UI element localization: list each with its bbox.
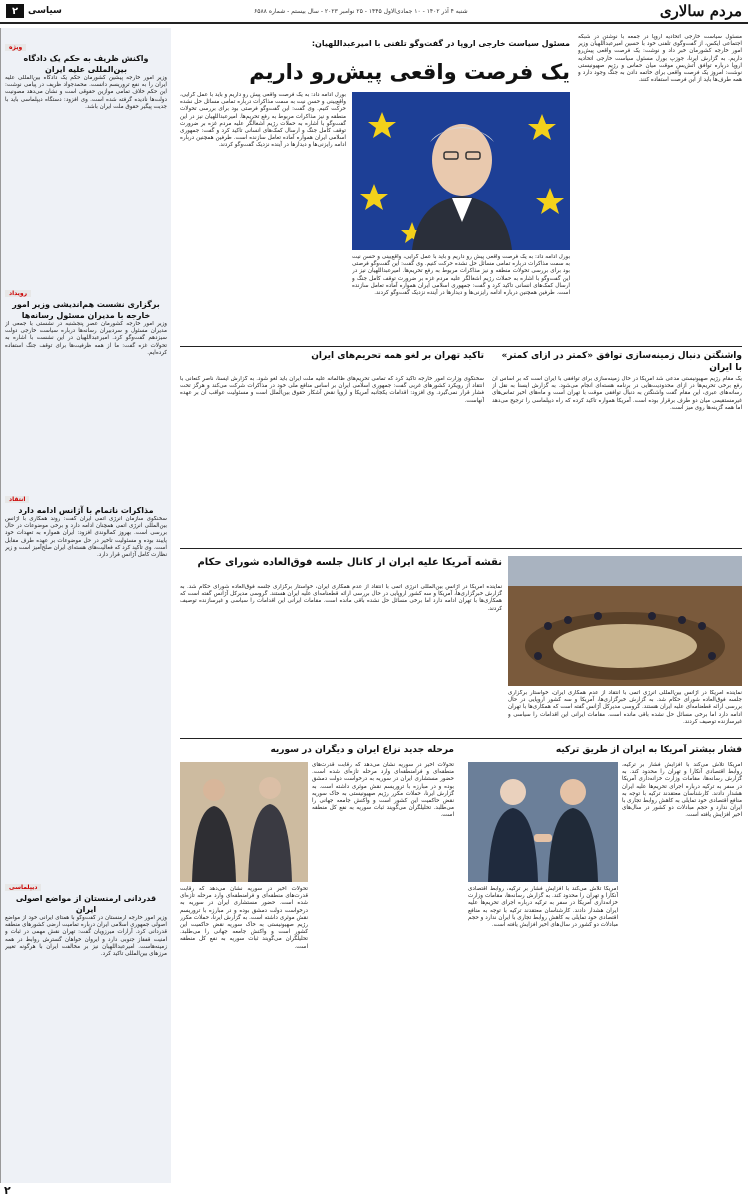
item-body: سخنگوی سازمان انرژی اتمی ایران گفت: روند همکاری با آژانس بین‌المللی انرژی اتمی همچنان ادامه دارد و برخی موضوعات در حال بررسی است. بهروز کمالوندی افزود: ایران همواره به تعهدات خود پایبند بوده و مسئولیت تاخیر در حل موضوعات بر عهده طرف مقابل است. وی تاکید کرد که فعالیت‌های هسته‌ای ایران صلح‌آمیز است و زیر نظارت کامل آژانس قرار دارد.	[5, 516, 167, 559]
item-tag: انتقاد	[5, 496, 29, 503]
item-body: وزیر امور خارجه ارمنستان در گفت‌وگو با همتای ایرانی خود از مواضع اصولی جمهوری اسلامی ایران درباره تمامیت ارضی کشورهای منطقه قدردانی کرد. آرارات میرزویان گفت: تهران نقش مهمی در ثبات و امنیت قفقاز جنوبی دارد و ایروان خواهان گسترش روابط در همه زمینه‌هاست. امیرعبداللهیان نیز بر مخالفت ایران با هرگونه تغییر مرزهای بین‌المللی تاکید کرد.	[5, 915, 167, 958]
news-sidebar	[0, 28, 171, 1183]
lead-kicker: مسئول سیاست خارجی اروپا در گفت‌و‌گو تلفنی با امیرعبداللهیان:	[311, 39, 570, 48]
section-label	[6, 4, 62, 18]
story-body-cont: تحولات اخیر در سوریه نشان می‌دهد که رقابت قدرت‌های منطقه‌ای و فرامنطقه‌ای وارد مرحله تازه‌ای شده است. حضور مستشاری ایران در سوریه به درخواست دولت دمشق بوده و در مبارزه با تروریسم نقش موثری داشته است. به گزارش ایرنا، حملات مکرر رژیم صهیونیستی به خاک سوریه نقض حاکمیت این کشور است و واکنش جامعه جهانی را می‌طلبد. تحلیلگران می‌گویند ثبات سوریه به نفع کل منطقه است.	[180, 886, 308, 950]
item-tag: رویداد	[5, 290, 31, 297]
section-name: سیاسی	[28, 6, 62, 16]
newspaper-name: مردم سالاری	[659, 2, 742, 20]
story-body: تحولات اخیر در سوریه نشان می‌دهد که رقابت قدرت‌های منطقه‌ای و فرامنطقه‌ای وارد مرحله تازه‌ای شده است. حضور مستشاری ایران در سوریه به درخواست دولت دمشق بوده و در مبارزه با تروریسم نقش موثری داشته است. به گزارش ایرنا، حملات مکرر رژیم صهیونیستی به خاک سوریه نقض حاکمیت این کشور است و واکنش جامعه جهانی را می‌طلبد. تحلیلگران می‌گویند ثبات سوریه به نفع کل منطقه است.	[312, 762, 454, 819]
item-tag: دیپلماسی	[5, 884, 41, 891]
divider	[180, 738, 742, 739]
item-tag: ویژه	[5, 44, 26, 51]
leaders-photo	[468, 762, 618, 882]
item-title: برگزاری نشست هم‌اندیشی وزیر امور خارجه با مدیران مسئول رسانه‌ها	[12, 300, 160, 320]
story-body: یک مقام رژیم صهیونیستی مدعی شد آمریکا در حال زمینه‌سازی برای توافقی با ایران است که بر اساس آن رفع برخی تحریم‌ها در ازای محدودیت‌هایی در برنامه هسته‌ای انجام می‌شود. به گزارش ایسنا به نقل از رسانه‌های عبری، این مقام گفت واشنگتن به دنبال توافقی موقت با تهران است و ماه‌های اخیر تماس‌های غیرمستقیمی میان دو طرف برقرار بوده است. آمریکا همواره تاکید کرده که راه دیپلماسی را ترجیح می‌دهد اما همه گزینه‌ها روی میز است.	[492, 376, 742, 411]
lead-body-cont: بورل ادامه داد: به یک فرصت واقعی پیش رو داریم و باید با عمل گرایی، واقع‌بینی و حسن نیت به سمت مذاکرات درباره تمامی مسائل حل نشده حرکت کنیم. وی گفت: این گفت‌وگو فرصتی بود برای بررسی تحولات منطقه و نیز مذاکرات مربوط به رفع تحریم‌ها. امیرعبداللهیان نیز در این گفت‌وگو با اشاره به حملات رژیم اشغالگر علیه مردم غزه بر ضرورت توقف کامل جنگ و ارسال کمک‌های انسانی تاکید کرد و گفت: جمهوری اسلامی ایران همواره آماده تعامل سازنده است. طرفین همچنین درباره ادامه رایزنی‌ها و دیدارها در آینده نزدیک گفت‌وگو کردند.	[352, 254, 570, 297]
sidebar-item	[5, 34, 167, 274]
page-number: ۲	[6, 4, 24, 18]
story-title: نقشه آمریکا علیه ایران از کانال جلسه فوق‌العاده شورای حکام	[197, 557, 502, 568]
eu-flag-portrait-image	[352, 92, 570, 250]
story-body: سخنگوی وزارت امور خارجه تاکید کرد که تمامی تحریم‌های ظالمانه علیه ملت ایران باید لغو شود. به گزارش ایسنا، ناصر کنعانی با انتقاد از رویکرد کشورهای غربی گفت: جمهوری اسلامی ایران بر اساس منافع ملی خود در مذاکرات شرکت می‌کند و هرگز تحت فشار قرار نمی‌گیرد. وی افزود: اقدامات یکجانبه آمریکا و اروپا نقض آشکار حقوق بین‌الملل است و مسئولیت عواقب آن بر عهده آنهاست.	[180, 376, 484, 404]
footer-page-number: ۲	[4, 1184, 11, 1197]
divider	[180, 548, 742, 549]
item-title: واکنش ظریف به حکم یک دادگاه بین‌المللی علیه ایران	[23, 54, 149, 74]
masthead	[0, 0, 748, 24]
item-title: قدردانی ارمنستان از مواضع اصولی ایران	[15, 894, 157, 914]
sidebar-item	[5, 486, 167, 866]
sidebar-item	[5, 874, 167, 1174]
item-title: مذاکرات ناتمام با آژانس ادامه دارد	[18, 506, 154, 515]
divider	[180, 346, 742, 347]
story-body-cont: آمریکا تلاش می‌کند با افزایش فشار بر ترکیه، روابط اقتصادی آنکارا و تهران را محدود کند. به گزارش رسانه‌ها، مقامات وزارت خزانه‌داری آمریکا در سفر به ترکیه درباره اجرای تحریم‌ها علیه ایران هشدار دادند. کارشناسان معتقدند ترکیه با توجه به منافع اقتصادی خود تمایلی به کاهش روابط تجاری با ایران ندارد و حجم مبادلات دو کشور در سال‌های اخیر افزایش یافته است.	[468, 886, 618, 929]
handshake-image	[468, 762, 618, 882]
story-title: مرحله جدید نزاع ایران و دیگران در سوریه	[270, 745, 454, 755]
story-title: واشنگتن دنبال زمینه‌سازی توافق «کمتر در ازای کمتر» با ایران	[501, 351, 742, 373]
conference-hall-image	[508, 556, 742, 686]
sidebar-item	[5, 280, 167, 480]
officials-photo	[180, 762, 308, 882]
officials-image	[180, 762, 308, 882]
lead-body: بورل ادامه داد: به یک فرصت واقعی پیش رو داریم و باید با عمل گرایی، واقع‌بینی و حسن نیت به سمت مذاکرات درباره تمامی مسائل حل نشده حرکت کنیم. وی گفت: این گفت‌وگو فرصتی بود برای بررسی تحولات منطقه و نیز مذاکرات مربوط به رفع تحریم‌ها. امیرعبداللهیان نیز در این گفت‌وگو با اشاره به حملات رژیم اشغالگر علیه مردم غزه بر ضرورت توقف کامل جنگ و ارسال کمک‌های انسانی تاکید کرد و گفت: جمهوری اسلامی ایران همواره آماده تعامل سازنده است. طرفین همچنین درباره ادامه رایزنی‌ها و دیدارها در آینده نزدیک گفت‌وگو کردند.	[180, 92, 346, 149]
story-title: فشار بیشتر آمریکا به ایران از طریق ترکیه	[555, 745, 742, 755]
item-body: وزیر امور خارجه کشورمان عصر پنجشنبه در نشستی با جمعی از مدیران مسئول و سردبیران رسانه‌ها درباره سیاست خارجی دولت سیزدهم گفت‌وگو کرد. امیرعبداللهیان در این نشست با اشاره به تحولات غزه گفت: ما از همه ظرفیت‌ها برای توقف جنگ استفاده کرده‌ایم.	[5, 321, 167, 356]
story-title: تاکید تهران بر لغو همه تحریم‌های ایران	[311, 351, 484, 361]
lead-photo	[352, 92, 570, 250]
story-body: نماینده آمریکا در آژانس بین‌المللی انرژی اتمی با انتقاد از عدم همکاری ایران، خواستار برگزاری جلسه فوق‌العاده شورای حکام شد. به گزارش خبرگزاری‌ها، آمریکا و سه کشور اروپایی در حال بررسی ارائه قطعنامه‌ای علیه ایران هستند. گروسی مدیرکل آژانس گفته است که همکاری‌ها با تهران ادامه دارد اما برخی مسائل حل نشده باقی مانده است. مقامات ایرانی این اقدامات را سیاسی و غیرسازنده توصیف کردند.	[180, 584, 502, 612]
lead-title: یک فرصت واقعی پیش‌رو داریم	[249, 60, 570, 84]
meeting-photo	[508, 556, 742, 686]
story-body: آمریکا تلاش می‌کند با افزایش فشار بر ترکیه، روابط اقتصادی آنکارا و تهران را محدود کند. به گزارش رسانه‌ها، مقامات وزارت خزانه‌داری آمریکا در سفر به ترکیه درباره اجرای تحریم‌ها علیه ایران هشدار دادند. کارشناسان معتقدند ترکیه با توجه به منافع اقتصادی خود تمایلی به کاهش روابط تجاری با ایران ندارد و حجم مبادلات دو کشور در سال‌های اخیر افزایش یافته است.	[622, 762, 742, 819]
story-body-cont: نماینده آمریکا در آژانس بین‌المللی انرژی اتمی با انتقاد از عدم همکاری ایران، خواستار برگزاری جلسه فوق‌العاده شورای حکام شد. به گزارش خبرگزاری‌ها، آمریکا و سه کشور اروپایی در حال بررسی ارائه قطعنامه‌ای علیه ایران هستند. گروسی مدیرکل آژانس گفته است که همکاری‌ها با تهران ادامه دارد اما برخی مسائل حل نشده باقی مانده است. مقامات ایرانی این اقدامات را سیاسی و غیرسازنده توصیف کردند.	[508, 690, 742, 725]
lead-intro: مسئول سیاست خارجی اتحادیه اروپا در جمعه با نوشتن در شبکه اجتماعی ایکس، از گفت‌وگوی تلفنی خود با حسین امیرعبداللهیان وزیر امور خارجه کشورمان خبر داد و نوشت: یک فرصت واقعی پیش‌رو داریم. به گزارش ایرنا، جوزپ بورل مسئول سیاست خارجی اتحادیه اروپا درباره توافق آتش‌بس موقت میان حماس و رژیم صهیونیستی نوشت: امروز یک فرصت واقعی برای خاتمه دادن به جنگ وجود دارد و همه طرف‌ها باید از این فرصت استفاده کنند.	[578, 34, 742, 84]
issue-info: شنبه ۴ آذر ۱۴۰۲ - ۱۰ جمادی‌الاول ۱۴۴۵ - ۲۵ نوامبر ۲۰۲۳ - سال بیستم - شماره ۶۵۸۸	[254, 7, 468, 15]
item-body: وزیر امور خارجه پیشین کشورمان حکم یک دادگاه بین‌المللی علیه ایران را به نفع تروریسم دانست. محمدجواد ظریف در پیامی نوشت: این حکم خلاف تمامی موازین حقوقی است و نشان می‌دهد مصونیت دولت‌ها نادیده گرفته شده است. وی افزود: دستگاه دیپلماسی باید با جدیت پیگیر حقوق ملت ایران باشد.	[5, 75, 167, 110]
